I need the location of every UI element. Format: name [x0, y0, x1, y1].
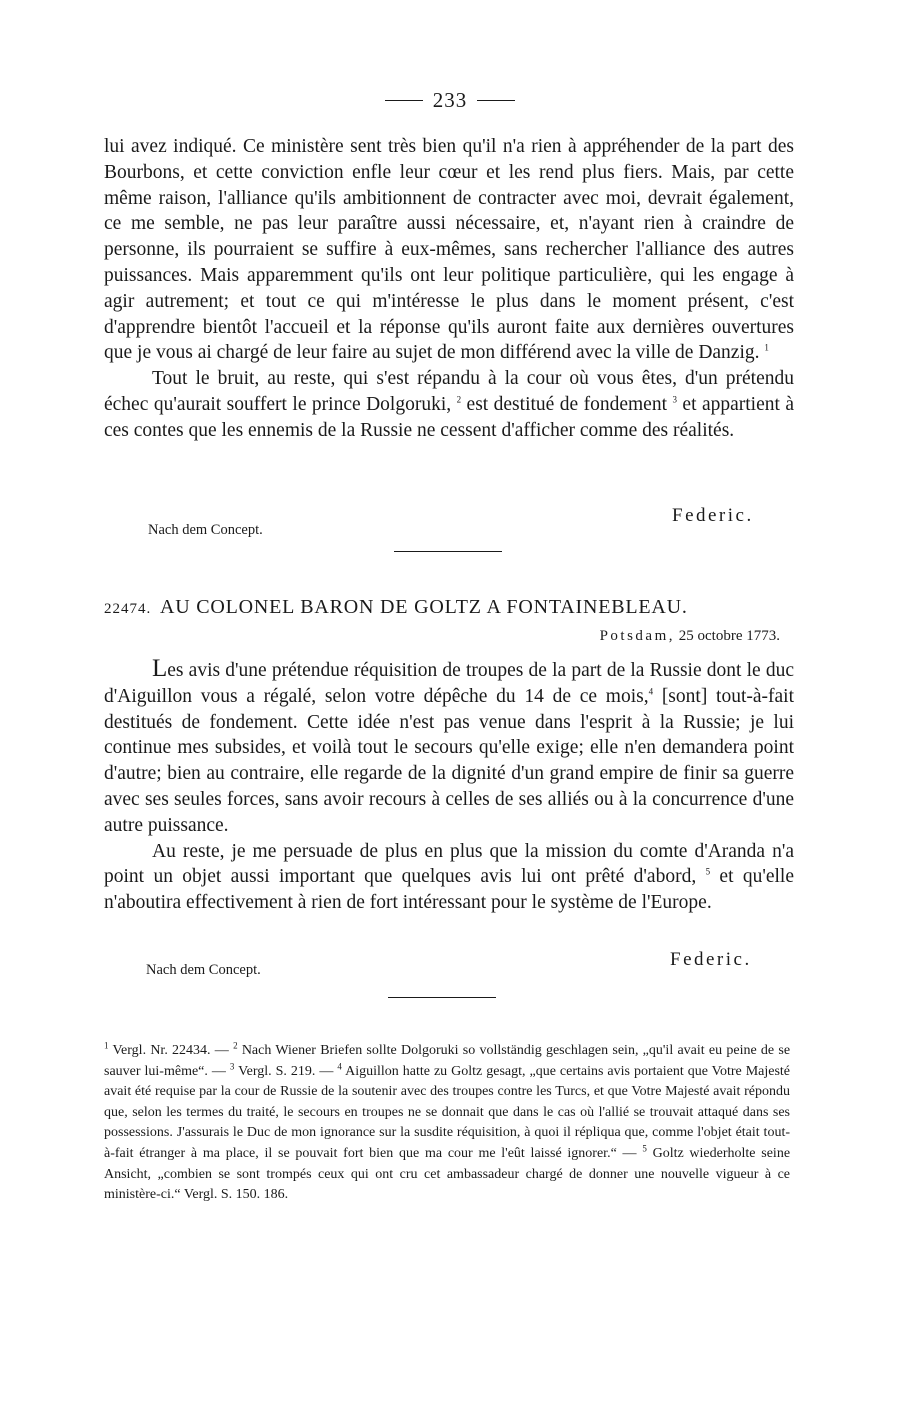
- footnote-mark: 2: [233, 1040, 238, 1051]
- letter-date: 25 octobre 1773.: [678, 628, 780, 644]
- signature: Federic.: [672, 505, 754, 526]
- letter-place-date: [600, 628, 780, 645]
- footnote-ref-4: 4: [648, 686, 654, 697]
- header-dash-left: [385, 100, 423, 101]
- letter-paragraph-2: Au reste, je me persuade de plus en plus que la mission du comte d'Aranda n'a point un objet aussi important que quelques avis lui ont prêté d'abord, $^5$ et qu'elle n'aboutira effectivement à rien de fort intéressant pour le système de l'Europe.: [104, 840, 795, 914]
- letter-source-note: Nach dem Concept.: [146, 962, 261, 978]
- drop-initial: L: [152, 655, 168, 682]
- page-header: [0, 88, 900, 113]
- letter-paragraph-1: Les avis d'une prétendue réquisition de troupes de la part de la Russie dont le duc d'Aiguillon vous a régalé, selon votre dépêche du 14 de ce mois,$^4$ [sont] tout-à-fait destitués de fondement. Cette idée n'est pas venue dans l'esprit à la Russie; je lui continue mes subsides, et voilà tout le secours qu'elle exige; elle n'en demandera point d'autre; bien au contraire, elle regarde de la dignité d'un grand empire de finir sa guerre avec ses seules forces, sans avoir recours à celles de ses alliés ou à la concurrence d'une autre puissance.: [104, 655, 794, 836]
- header-dash-right: [477, 100, 515, 101]
- footnote-mark: 4: [337, 1060, 342, 1071]
- footnote-mark: 3: [229, 1060, 235, 1071]
- footnote-5: Goltz wiederholte seine Ansicht, „combien se sont trompés ceux qui ont cru cet ambassadeur chargé de donner une nouvelle vigueur à ce ministère-ci.“ Vergl. S. 150. 186.: [104, 1145, 791, 1203]
- letter-number: 22474.: [104, 601, 152, 617]
- page-number: 233: [432, 88, 468, 112]
- footnote-ref-5: 5: [705, 866, 711, 877]
- footnote-ref-3: 3: [672, 394, 677, 405]
- footnotes: [104, 1041, 790, 1206]
- letter-body: [104, 656, 794, 916]
- footnote-3: Vergl. S. 219. —: [238, 1063, 334, 1079]
- letter-place: Potsdam,: [599, 628, 676, 644]
- continuation-paragraph-2: Tout le bruit, au reste, qui s'est répandu à la cour où vous êtes, d'un prétendu échec qu'aurait souffert le prince Dolgoruki, $^2$ est destitué de fondement $^3$ et appartient à ces contes que les ennemis de la Russie ne cessent d'afficher comme des réalités.: [104, 368, 795, 441]
- letter-heading: [104, 596, 804, 619]
- footnote-mark: 1: [104, 1040, 109, 1051]
- letter-title: AU COLONEL BARON DE GOLTZ A FONTAINEBLEAU.: [159, 596, 688, 618]
- letter-signature: Federic.: [670, 949, 752, 970]
- footnote-ref-2: 2: [456, 394, 462, 405]
- footnote-2: Nach Wiener Briefen sollte Dolgoruki so vollständig geschlagen sein, „qu'il avait eu peine de se sauver lui-même“. —: [104, 1043, 791, 1079]
- footnote-mark: 5: [642, 1143, 647, 1154]
- continuation-paragraph-1: lui avez indiqué. Ce ministère sent très bien qu'il n'a rien à appréhender de la part des Bourbons, et cette conviction enfle leur cœur et les rend plus fiers. Mais, par cette même raison, l'alliance qu'ils ambitionnent de contracter avec moi, devrait également, ce me semble, ne pas leur paraître aussi nécessaire, et, n'ayant rien à craindre de personne, ils pourraient se suffire à eux-mêmes, sans rechercher l'alliance des autres puissances. Mais apparemment qu'ils ont leur politique particulière, qui les engage à agir autrement; et tout ce qui m'intéresse le plus dans le moment présent, c'est d'apprendre bientôt l'accueil et la réponse qu'ils auront faite aux dernières ouvertures que je vous ai chargé de leur faire au sujet de mon différend avec la ville de Danzig. $^1$: [104, 136, 794, 364]
- continuation-text: [104, 134, 794, 444]
- section-divider: [394, 551, 502, 552]
- footnotes-text: [104, 1041, 790, 1206]
- footnote-divider: [388, 997, 496, 998]
- footnote-4: Aiguillon hatte zu Goltz gesagt, „que certains avis portaient que Votre Majesté avait été requise par la cour de Russie de la soutenir avec des troupes contre les Turcs, et que Votre Majesté avait répondu que, selon les termes du traité, le secours en troupes ne se donnait que dans le cas où l'allié se trouvait attaqué dans ses possessions. J'assurais le Duc de mon ignorance sur la susdite réquisition, à quoi il répliqua que, comme l'objet était tout-à-fait étranger à ma place, il se pouvait fort bien que ma cour me l'eût laissé ignorer.“ —: [104, 1063, 791, 1161]
- footnote-1: Vergl. Nr. 22434. —: [112, 1043, 229, 1058]
- source-note: Nach dem Concept.: [148, 522, 263, 538]
- footnote-ref-1: 1: [764, 342, 769, 353]
